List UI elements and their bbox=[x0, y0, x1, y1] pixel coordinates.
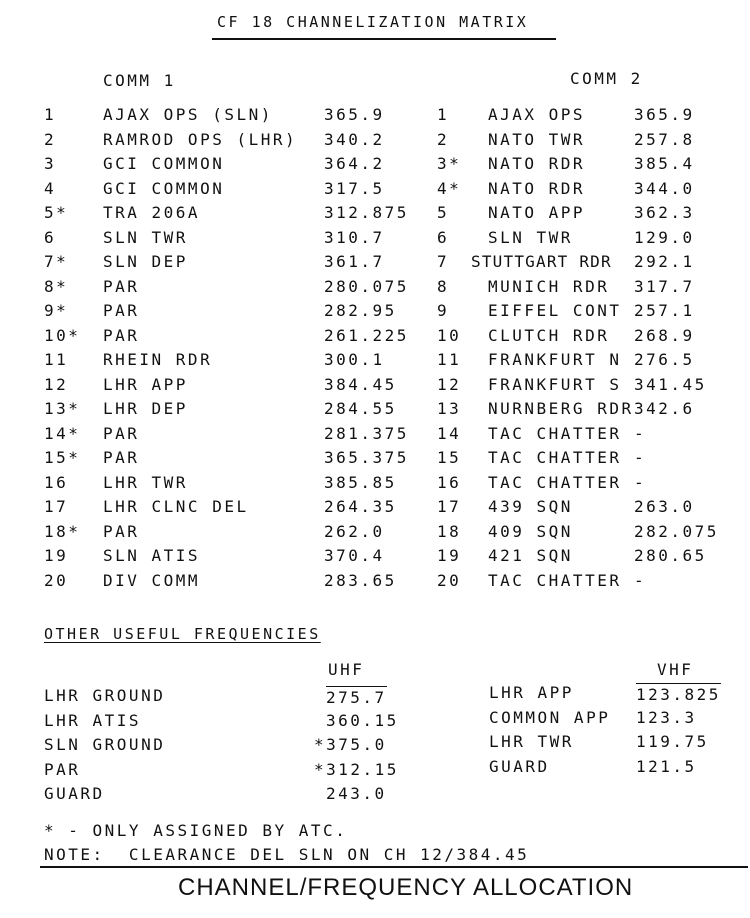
comm1-channel-number: 16 bbox=[44, 472, 69, 492]
comm1-frequency: 385.85 bbox=[324, 472, 397, 492]
comm1-station-name: PAR bbox=[103, 448, 140, 467]
comm2-channel-number: 12 bbox=[437, 374, 462, 394]
comm1-channel-number: 11 bbox=[44, 350, 69, 369]
clearance-note: NOTE: CLEARANCE DEL SLN ON CH 12/384.45 bbox=[44, 845, 530, 864]
comm1-frequency: 384.45 bbox=[324, 374, 397, 394]
atc-note: * - ONLY ASSIGNED BY ATC. bbox=[44, 821, 348, 840]
comm1-frequency: 312.875 bbox=[324, 203, 409, 222]
comm1-station-name: PAR bbox=[103, 325, 140, 345]
comm1-station-name: SLN DEP bbox=[103, 252, 188, 271]
comm1-frequency: 264.35 bbox=[324, 497, 397, 516]
vhf-frequency: 119.75 bbox=[636, 732, 709, 751]
comm2-channel-number: 1 bbox=[437, 105, 450, 124]
comm1-channel-number: 9* bbox=[44, 301, 69, 320]
comm1-station-name: SLN TWR bbox=[103, 227, 188, 247]
comm1-station-name: TRA 206A bbox=[103, 203, 201, 222]
comm1-channel-number: 6 bbox=[44, 227, 57, 247]
comm2-station-name: TAC CHATTER bbox=[488, 472, 622, 492]
vhf-station-name: GUARD bbox=[489, 756, 550, 776]
comm2-channel-number: 7 bbox=[437, 252, 450, 271]
comm2-station-name: 439 SQN bbox=[488, 497, 573, 516]
comm2-station-name: NURNBERG RDR bbox=[488, 399, 634, 418]
comm2-station-name: MUNICH RDR bbox=[488, 276, 610, 296]
comm1-station-name: RHEIN RDR bbox=[103, 350, 213, 369]
vhf-station-name: LHR TWR bbox=[489, 732, 574, 751]
other-frequencies-header: OTHER USEFUL FREQUENCIES bbox=[44, 625, 321, 643]
comm2-header: COMM 2 bbox=[570, 69, 643, 88]
comm2-frequency: - bbox=[634, 423, 647, 443]
comm1-station-name: PAR bbox=[103, 423, 140, 443]
comm2-frequency: 341.45 bbox=[634, 374, 707, 394]
comm2-channel-number: 15 bbox=[437, 448, 462, 467]
comm2-station-name: FRANKFURT S bbox=[488, 374, 622, 394]
comm1-frequency: 310.7 bbox=[324, 227, 385, 247]
uhf-label: UHF bbox=[328, 660, 365, 679]
comm2-station-name: TAC CHATTER bbox=[488, 423, 622, 443]
comm2-channel-number: 14 bbox=[437, 423, 462, 443]
comm2-frequency: 342.6 bbox=[634, 399, 695, 418]
comm1-channel-number: 4 bbox=[44, 178, 57, 198]
footer-caption: CHANNEL/FREQUENCY ALLOCATION bbox=[178, 874, 634, 901]
comm2-frequency: 276.5 bbox=[634, 350, 695, 369]
comm2-frequency: - bbox=[634, 570, 647, 590]
comm1-frequency: 261.225 bbox=[324, 325, 409, 345]
comm1-station-name: GCI COMMON bbox=[103, 154, 225, 173]
comm2-frequency: 317.7 bbox=[634, 276, 695, 296]
comm1-frequency: 281.375 bbox=[324, 423, 409, 443]
comm1-frequency: 365.375 bbox=[324, 448, 409, 467]
comm1-channel-number: 13* bbox=[44, 399, 81, 418]
comm1-channel-number: 12 bbox=[44, 374, 69, 394]
comm1-channel-number: 20 bbox=[44, 570, 69, 590]
uhf-station-name: SLN GROUND bbox=[44, 735, 166, 754]
comm1-station-name: AJAX OPS (SLN) bbox=[103, 105, 273, 124]
comm2-station-name: EIFFEL CONT bbox=[488, 301, 622, 320]
comm2-channel-number: 4* bbox=[437, 178, 462, 198]
comm2-frequency: 365.9 bbox=[634, 105, 695, 124]
comm2-channel-number: 10 bbox=[437, 325, 462, 345]
uhf-station-name: GUARD bbox=[44, 784, 105, 803]
comm1-frequency: 364.2 bbox=[324, 154, 385, 173]
uhf-frequency: *375.0 bbox=[314, 735, 387, 754]
comm2-station-name: 421 SQN bbox=[488, 546, 573, 565]
comm2-frequency: 282.075 bbox=[634, 521, 719, 541]
comm1-station-name: LHR TWR bbox=[103, 472, 188, 492]
comm1-frequency: 282.95 bbox=[324, 301, 397, 320]
comm2-channel-number: 20 bbox=[437, 570, 462, 590]
comm2-channel-number: 2 bbox=[437, 129, 450, 149]
vhf-frequency: 123.3 bbox=[636, 707, 697, 727]
uhf-station-name: LHR ATIS bbox=[44, 710, 142, 730]
comm2-station-name: AJAX OPS bbox=[488, 105, 586, 124]
footer-rule bbox=[40, 866, 748, 868]
comm1-channel-number: 17 bbox=[44, 497, 69, 516]
comm2-station-name: NATO TWR bbox=[488, 129, 586, 149]
comm1-frequency: 340.2 bbox=[324, 129, 385, 149]
comm1-frequency: 283.65 bbox=[324, 570, 397, 590]
comm2-frequency: 257.8 bbox=[634, 129, 695, 149]
comm1-channel-number: 15* bbox=[44, 448, 81, 467]
comm2-station-name: TAC CHATTER bbox=[488, 570, 622, 590]
uhf-station-name: LHR GROUND bbox=[44, 686, 166, 705]
comm2-channel-number: 5 bbox=[437, 203, 450, 222]
comm1-channel-number: 18* bbox=[44, 521, 81, 541]
comm1-station-name: LHR APP bbox=[103, 374, 188, 394]
comm1-channel-number: 5* bbox=[44, 203, 69, 222]
comm1-channel-number: 14* bbox=[44, 423, 81, 443]
comm2-channel-number: 6 bbox=[437, 227, 450, 247]
comm1-frequency: 370.4 bbox=[324, 546, 385, 565]
comm1-channel-number: 8* bbox=[44, 276, 69, 296]
comm2-station-name: STUTTGART RDR bbox=[471, 252, 612, 271]
comm1-station-name: GCI COMMON bbox=[103, 178, 225, 198]
uhf-station-name: PAR bbox=[44, 759, 81, 779]
comm2-station-name: 409 SQN bbox=[488, 521, 573, 541]
comm2-channel-number: 18 bbox=[437, 521, 462, 541]
comm2-station-name: FRANKFURT N bbox=[488, 350, 622, 369]
vhf-label: VHF bbox=[657, 660, 694, 679]
comm1-frequency: 280.075 bbox=[324, 276, 409, 296]
comm1-channel-number: 10* bbox=[44, 325, 81, 345]
comm2-frequency: 257.1 bbox=[634, 301, 695, 320]
comm2-frequency: - bbox=[634, 448, 647, 467]
comm2-frequency: 280.65 bbox=[634, 546, 707, 565]
comm2-frequency: 129.0 bbox=[634, 227, 695, 247]
comm2-station-name: SLN TWR bbox=[488, 227, 573, 247]
comm2-station-name: NATO RDR bbox=[488, 178, 586, 198]
comm1-station-name: DIV COMM bbox=[103, 570, 201, 590]
comm2-channel-number: 13 bbox=[437, 399, 462, 418]
vhf-frequency: 121.5 bbox=[636, 756, 697, 776]
comm1-header: COMM 1 bbox=[103, 71, 176, 90]
comm2-station-name: TAC CHATTER bbox=[488, 448, 622, 467]
comm2-frequency: 385.4 bbox=[634, 154, 695, 173]
comm1-station-name: PAR bbox=[103, 521, 140, 541]
comm1-channel-number: 7* bbox=[44, 252, 69, 271]
comm1-channel-number: 1 bbox=[44, 105, 57, 124]
comm1-station-name: LHR CLNC DEL bbox=[103, 497, 249, 516]
comm1-station-name: LHR DEP bbox=[103, 399, 188, 418]
comm1-frequency: 284.55 bbox=[324, 399, 397, 418]
comm1-station-name: SLN ATIS bbox=[103, 546, 201, 565]
comm2-channel-number: 16 bbox=[437, 472, 462, 492]
comm2-station-name: NATO RDR bbox=[488, 154, 586, 173]
comm2-channel-number: 3* bbox=[437, 154, 462, 173]
comm2-frequency: 362.3 bbox=[634, 203, 695, 222]
comm2-frequency: - bbox=[634, 472, 647, 492]
comm2-frequency: 268.9 bbox=[634, 325, 695, 345]
vhf-station-name: LHR APP bbox=[489, 683, 574, 702]
comm1-channel-number: 19 bbox=[44, 546, 69, 565]
uhf-frequency: 243.0 bbox=[326, 784, 387, 803]
uhf-frequency: 275.7 bbox=[326, 688, 387, 707]
comm2-frequency: 344.0 bbox=[634, 178, 695, 198]
uhf-frequency: 360.15 bbox=[326, 710, 399, 730]
comm1-station-name: PAR bbox=[103, 276, 140, 296]
comm2-channel-number: 11 bbox=[437, 350, 462, 369]
comm1-frequency: 317.5 bbox=[324, 178, 385, 198]
comm2-channel-number: 17 bbox=[437, 497, 462, 516]
comm1-station-name: PAR bbox=[103, 301, 140, 320]
vhf-frequency: 123.825 bbox=[636, 685, 721, 704]
title-underline bbox=[212, 38, 556, 40]
comm2-channel-number: 9 bbox=[437, 301, 450, 320]
comm1-frequency: 365.9 bbox=[324, 105, 385, 124]
vhf-station-name: COMMON APP bbox=[489, 707, 611, 727]
comm1-frequency: 300.1 bbox=[324, 350, 385, 369]
comm2-frequency: 263.0 bbox=[634, 497, 695, 516]
comm2-station-name: NATO APP bbox=[488, 203, 586, 222]
document-title: CF 18 CHANNELIZATION MATRIX bbox=[217, 13, 529, 31]
uhf-frequency: *312.15 bbox=[314, 759, 399, 779]
comm1-frequency: 361.7 bbox=[324, 252, 385, 271]
comm2-channel-number: 19 bbox=[437, 546, 462, 565]
comm1-station-name: RAMROD OPS (LHR) bbox=[103, 129, 298, 149]
comm2-station-name: CLUTCH RDR bbox=[488, 325, 610, 345]
comm1-channel-number: 3 bbox=[44, 154, 57, 173]
comm1-channel-number: 2 bbox=[44, 129, 57, 149]
comm1-frequency: 262.0 bbox=[324, 521, 385, 541]
comm2-channel-number: 8 bbox=[437, 276, 450, 296]
comm2-frequency: 292.1 bbox=[634, 252, 695, 271]
